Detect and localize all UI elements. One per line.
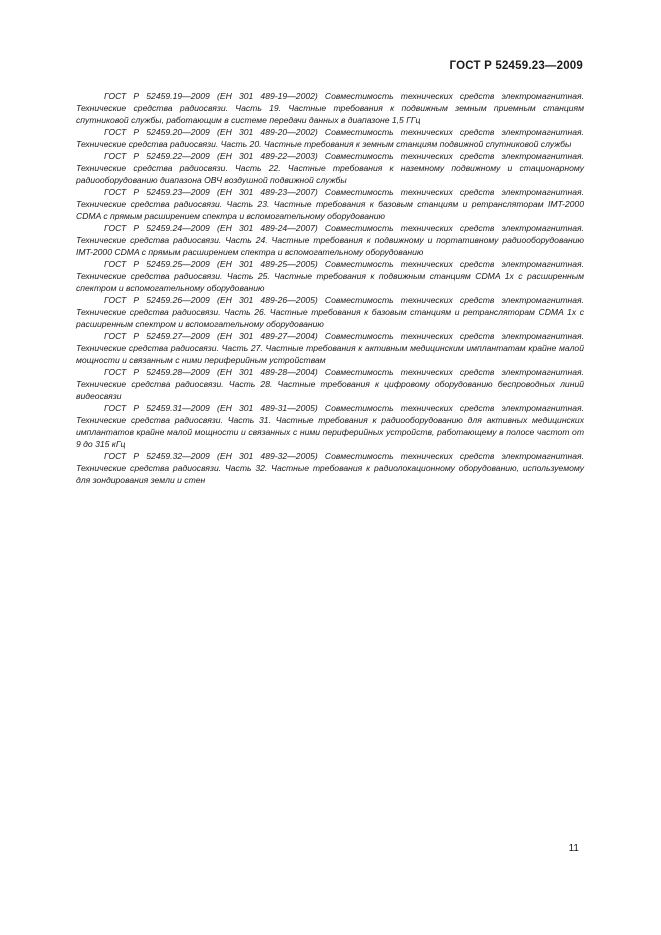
reference-entry [76,150,584,186]
reference-entry-text: ГОСТ Р 52459.27—2009 (ЕН 301 489-27—2004) Совместимость технических средств электромагнитная. Технические средства радиосвязи. Часть 27. Частные требования к активным медицинским имплантатам крайне малой мощности и связанным с ними периферийным устройствам [76,331,584,365]
reference-entry-text: ГОСТ Р 52459.32—2009 (ЕН 301 489-32—2005) Совместимость технических средств электромагнитная. Технические средства радиосвязи. Часть 32. Частные требования к радиолокационному оборудованию, используемому для зондирования земли и стен [76,451,584,485]
reference-entry-text: ГОСТ Р 52459.20—2009 (ЕН 301 489-20—2002) Совместимость технических средств электромагнитная. Технические средства радиосвязи. Часть 20. Частные требования к земным станциям подвижной спутниковой службы [76,127,584,149]
reference-entry [76,366,584,402]
page-number: 11 [568,843,579,854]
reference-entry-text: ГОСТ Р 52459.25—2009 (ЕН 301 489-25—2005) Совместимость технических средств электромагнитная. Технические средства радиосвязи. Часть 25. Частные требования к подвижным станциям CDMA 1x с расширенным спектром и вспомогательному оборудованию [76,259,584,293]
reference-entry [76,330,584,366]
reference-entry [76,294,584,330]
reference-entry-text: ГОСТ Р 52459.28—2009 (ЕН 301 489-28—2004) Совместимость технических средств электромагнитная. Технические средства радиосвязи. Часть 28. Частные требования к цифровому оборудованию беспроводных линий видеосвязи [76,367,584,401]
reference-entry-text: ГОСТ Р 52459.23—2009 (ЕН 301 489-23—2007) Совместимость технических средств электромагнитная. Технические средства радиосвязи. Часть 23. Частные требования к базовым станциям и ретрансляторам IMT-2000 CDMA с прямым расширением спектра и вспомогательному оборудованию [76,187,584,221]
reference-list [76,90,584,486]
reference-entry [76,186,584,222]
reference-entry-text: ГОСТ Р 52459.31—2009 (ЕН 301 489-31—2005) Совместимость технических средств электромагнитная. Технические средства радиосвязи. Часть 31. Частные требования к радиооборудованию для активных медицинских имплантатов крайне малой мощности и связанных с ними периферийных устройств, работающему в полосе частот от 9 до 315 кГц [76,403,584,449]
reference-entry [76,222,584,258]
reference-entry-text: ГОСТ Р 52459.22—2009 (ЕН 301 489-22—2003) Совместимость технических средств электромагнитная. Технические средства радиосвязи. Часть 22. Частные требования к наземному подвижному и стационарному радиооборудованию диапазона ОВЧ воздушной подвижной службы [76,151,584,185]
reference-entry-text: ГОСТ Р 52459.19—2009 (ЕН 301 489-19—2002) Совместимость технических средств электромагнитная. Технические средства радиосвязи. Часть 19. Частные требования к подвижным земным приемным станциям спутниковой службы, работающим в системе передачи данных в диапазоне 1,5 ГГц [76,91,584,125]
reference-entry [76,402,584,450]
reference-entry [76,450,584,486]
reference-entry-text: ГОСТ Р 52459.24—2009 (ЕН 301 489-24—2007) Совместимость технических средств электромагнитная. Технические средства радиосвязи. Часть 24. Частные требования к подвижному и портативному радиооборудованию IMT-2000 CDMA с прямым расширением спектра и вспомогательному оборудованию [76,223,584,257]
reference-entry [76,258,584,294]
reference-entry [76,126,584,150]
reference-entry-text: ГОСТ Р 52459.26—2009 (ЕН 301 489-26—2005) Совместимость технических средств электромагнитная. Технические средства радиосвязи. Часть 26. Частные требования к базовым станциям и ретрансляторам CDMA 1x с расширенным спектром и вспомогательному оборудованию [76,295,584,329]
reference-entry [76,90,584,126]
document-header-code: ГОСТ Р 52459.23—2009 [449,60,583,72]
